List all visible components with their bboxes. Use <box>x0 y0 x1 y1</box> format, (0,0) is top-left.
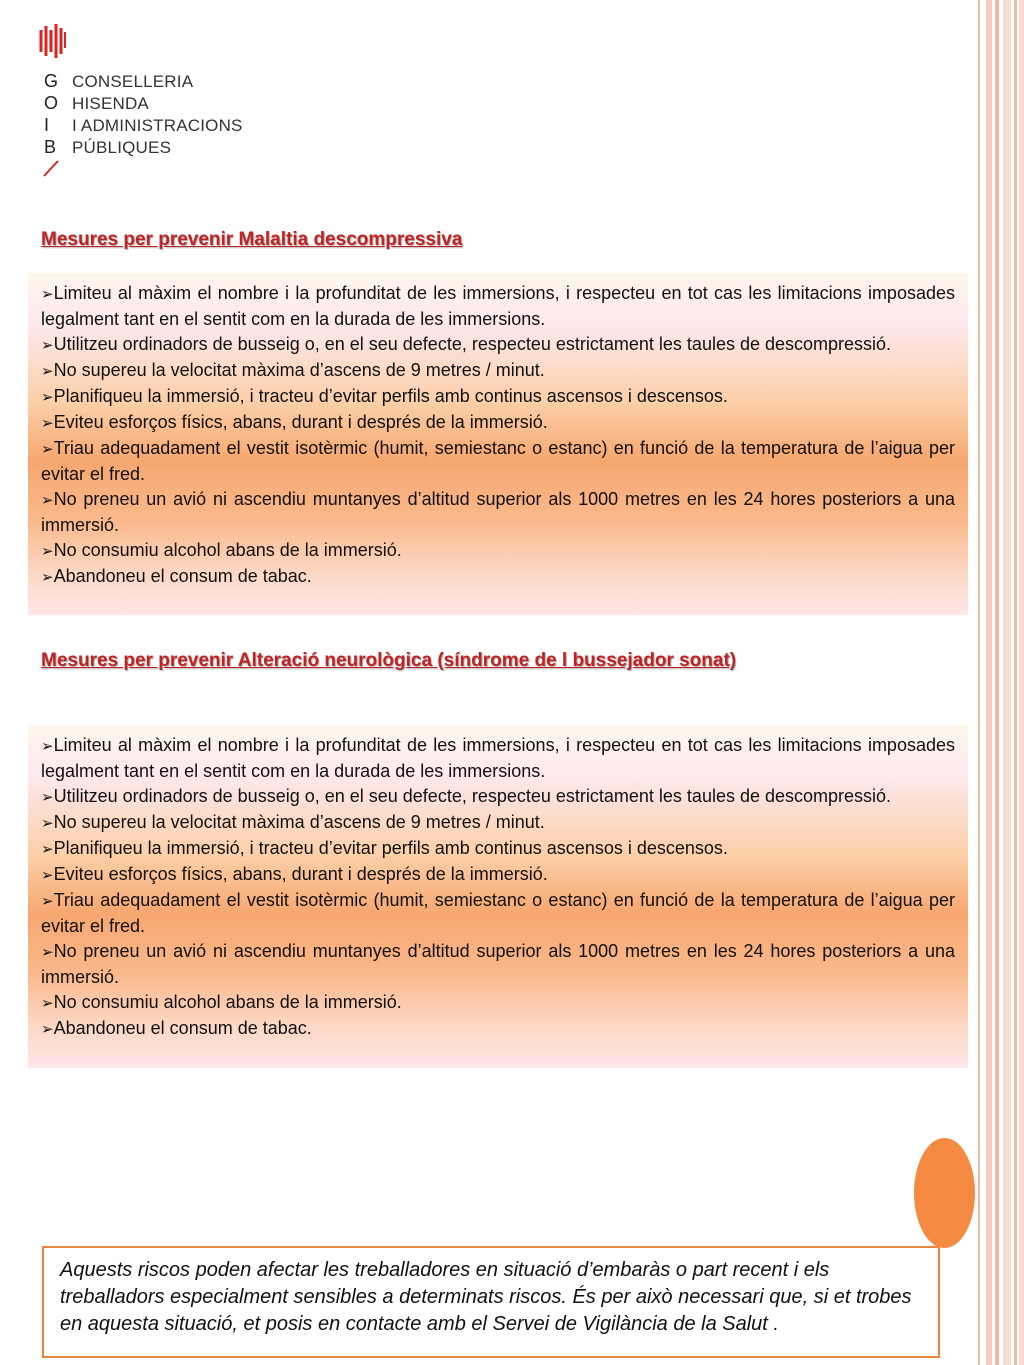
list-item: ➢Triau adequadament el vestit isotèrmic (humit, semiestanc o estanc) en funció de la temperatura de l’aigua per evitar el fred. <box>41 438 955 484</box>
measures-panel-neurological <box>28 725 968 1068</box>
decor-stripe <box>978 0 980 1365</box>
note-text: Aquests riscos poden afectar les treballadores en situació d’embaràs o part recent i els treballadors especialment sensibles a determinats riscos. És per això necessari que, si et trobes en aquesta situació, et posis en contacte amb el Servei de Vigilància de la Salut . <box>60 1259 912 1335</box>
arrow-bullet-icon: ➢ <box>41 286 54 303</box>
arrow-bullet-icon: ➢ <box>41 893 54 910</box>
list-item: ➢No preneu un avió ni ascendiu muntanyes d’altitud superior als 1000 metres en les 24 hores posteriors a una immersió. <box>41 941 955 987</box>
arrow-bullet-icon: ➢ <box>41 815 54 832</box>
list-item: ➢Eviteu esforços físics, abans, durant i després de la immersió. <box>41 864 548 884</box>
list-item: ➢No preneu un avió ni ascendiu muntanyes d’altitud superior als 1000 metres en les 24 hores posteriors a una immersió. <box>41 489 955 535</box>
sensitive-workers-note <box>42 1246 940 1358</box>
list-item: ➢No consumiu alcohol abans de la immersió. <box>41 540 402 560</box>
arrow-bullet-icon: ➢ <box>41 841 54 858</box>
arrow-bullet-icon: ➢ <box>41 543 54 560</box>
list-item: ➢No supereu la velocitat màxima d’ascens de 9 metres / minut. <box>41 360 545 380</box>
logo-organization-name <box>72 71 243 159</box>
decor-circle <box>914 1138 975 1248</box>
decor-stripe <box>1003 0 1011 1365</box>
decor-stripe <box>986 0 992 1365</box>
logo-letters <box>44 70 64 158</box>
logo-line: I ADMINISTRACIONS <box>72 116 243 135</box>
list-item: ➢Planifiqueu la immersió, i tracteu d’evitar perfils amb continus ascensos i descensos. <box>41 386 728 406</box>
arrow-bullet-icon: ➢ <box>41 867 54 884</box>
arrow-bullet-icon: ➢ <box>41 738 54 755</box>
list-item: ➢Utilitzeu ordinadors de busseig o, en el seu defecte, respecteu estrictament les taules de descompressió. <box>41 786 892 806</box>
arrow-bullet-icon: ➢ <box>41 492 54 509</box>
arrow-bullet-icon: ➢ <box>41 1021 54 1038</box>
decor-stripe <box>1014 0 1017 1365</box>
logo-line: PÚBLIQUES <box>72 138 172 157</box>
list-item: ➢No consumiu alcohol abans de la immersió. <box>41 992 402 1012</box>
logo-line: CONSELLERIA <box>72 72 194 91</box>
logo-slash-icon <box>40 158 62 178</box>
arrow-bullet-icon: ➢ <box>41 995 54 1012</box>
decor-stripe <box>1019 0 1024 1365</box>
logo-letter: G <box>44 71 59 91</box>
logo-letter: I <box>44 115 50 135</box>
list-item: ➢Abandoneu el consum de tabac. <box>41 1018 312 1038</box>
arrow-bullet-icon: ➢ <box>41 441 54 458</box>
arrow-bullet-icon: ➢ <box>41 415 54 432</box>
list-item: ➢Limiteu al màxim el nombre i la profunditat de les immersions, i respecteu en tot cas les limitacions imposades legalment tant en el sentit com en la durada de les immersions. <box>41 735 955 781</box>
list-item: ➢Planifiqueu la immersió, i tracteu d’evitar perfils amb continus ascensos i descensos. <box>41 838 728 858</box>
logo-line: HISENDA <box>72 94 149 113</box>
list-item: ➢Utilitzeu ordinadors de busseig o, en el seu defecte, respecteu estrictament les taules de descompressió. <box>41 334 892 354</box>
decor-stripe <box>995 0 999 1365</box>
list-item: ➢Eviteu esforços físics, abans, durant i després de la immersió. <box>41 412 548 432</box>
arrow-bullet-icon: ➢ <box>41 944 54 961</box>
logo-letter: B <box>44 137 57 157</box>
measures-panel-decompression <box>28 273 968 615</box>
arrow-bullet-icon: ➢ <box>41 569 54 586</box>
arrow-bullet-icon: ➢ <box>41 337 54 354</box>
list-item: ➢No supereu la velocitat màxima d’ascens de 9 metres / minut. <box>41 812 545 832</box>
section-heading-decompression: Mesures per prevenir Malaltia descompressiva <box>41 229 463 250</box>
list-item: ➢Abandoneu el consum de tabac. <box>41 566 312 586</box>
list-item: ➢Limiteu al màxim el nombre i la profunditat de les immersions, i respecteu en tot cas les limitacions imposades legalment tant en el sentit com en la durada de les immersions. <box>41 283 955 329</box>
arrow-bullet-icon: ➢ <box>41 789 54 806</box>
goib-logo-mark <box>38 22 68 60</box>
list-item: ➢Triau adequadament el vestit isotèrmic (humit, semiestanc o estanc) en funció de la temperatura de l’aigua per evitar el fred. <box>41 890 955 936</box>
logo-letter: O <box>44 93 59 113</box>
section-heading-neurological: Mesures per prevenir Alteració neurològica (síndrome de l bussejador sonat) <box>41 650 737 671</box>
arrow-bullet-icon: ➢ <box>41 363 54 380</box>
arrow-bullet-icon: ➢ <box>41 389 54 406</box>
